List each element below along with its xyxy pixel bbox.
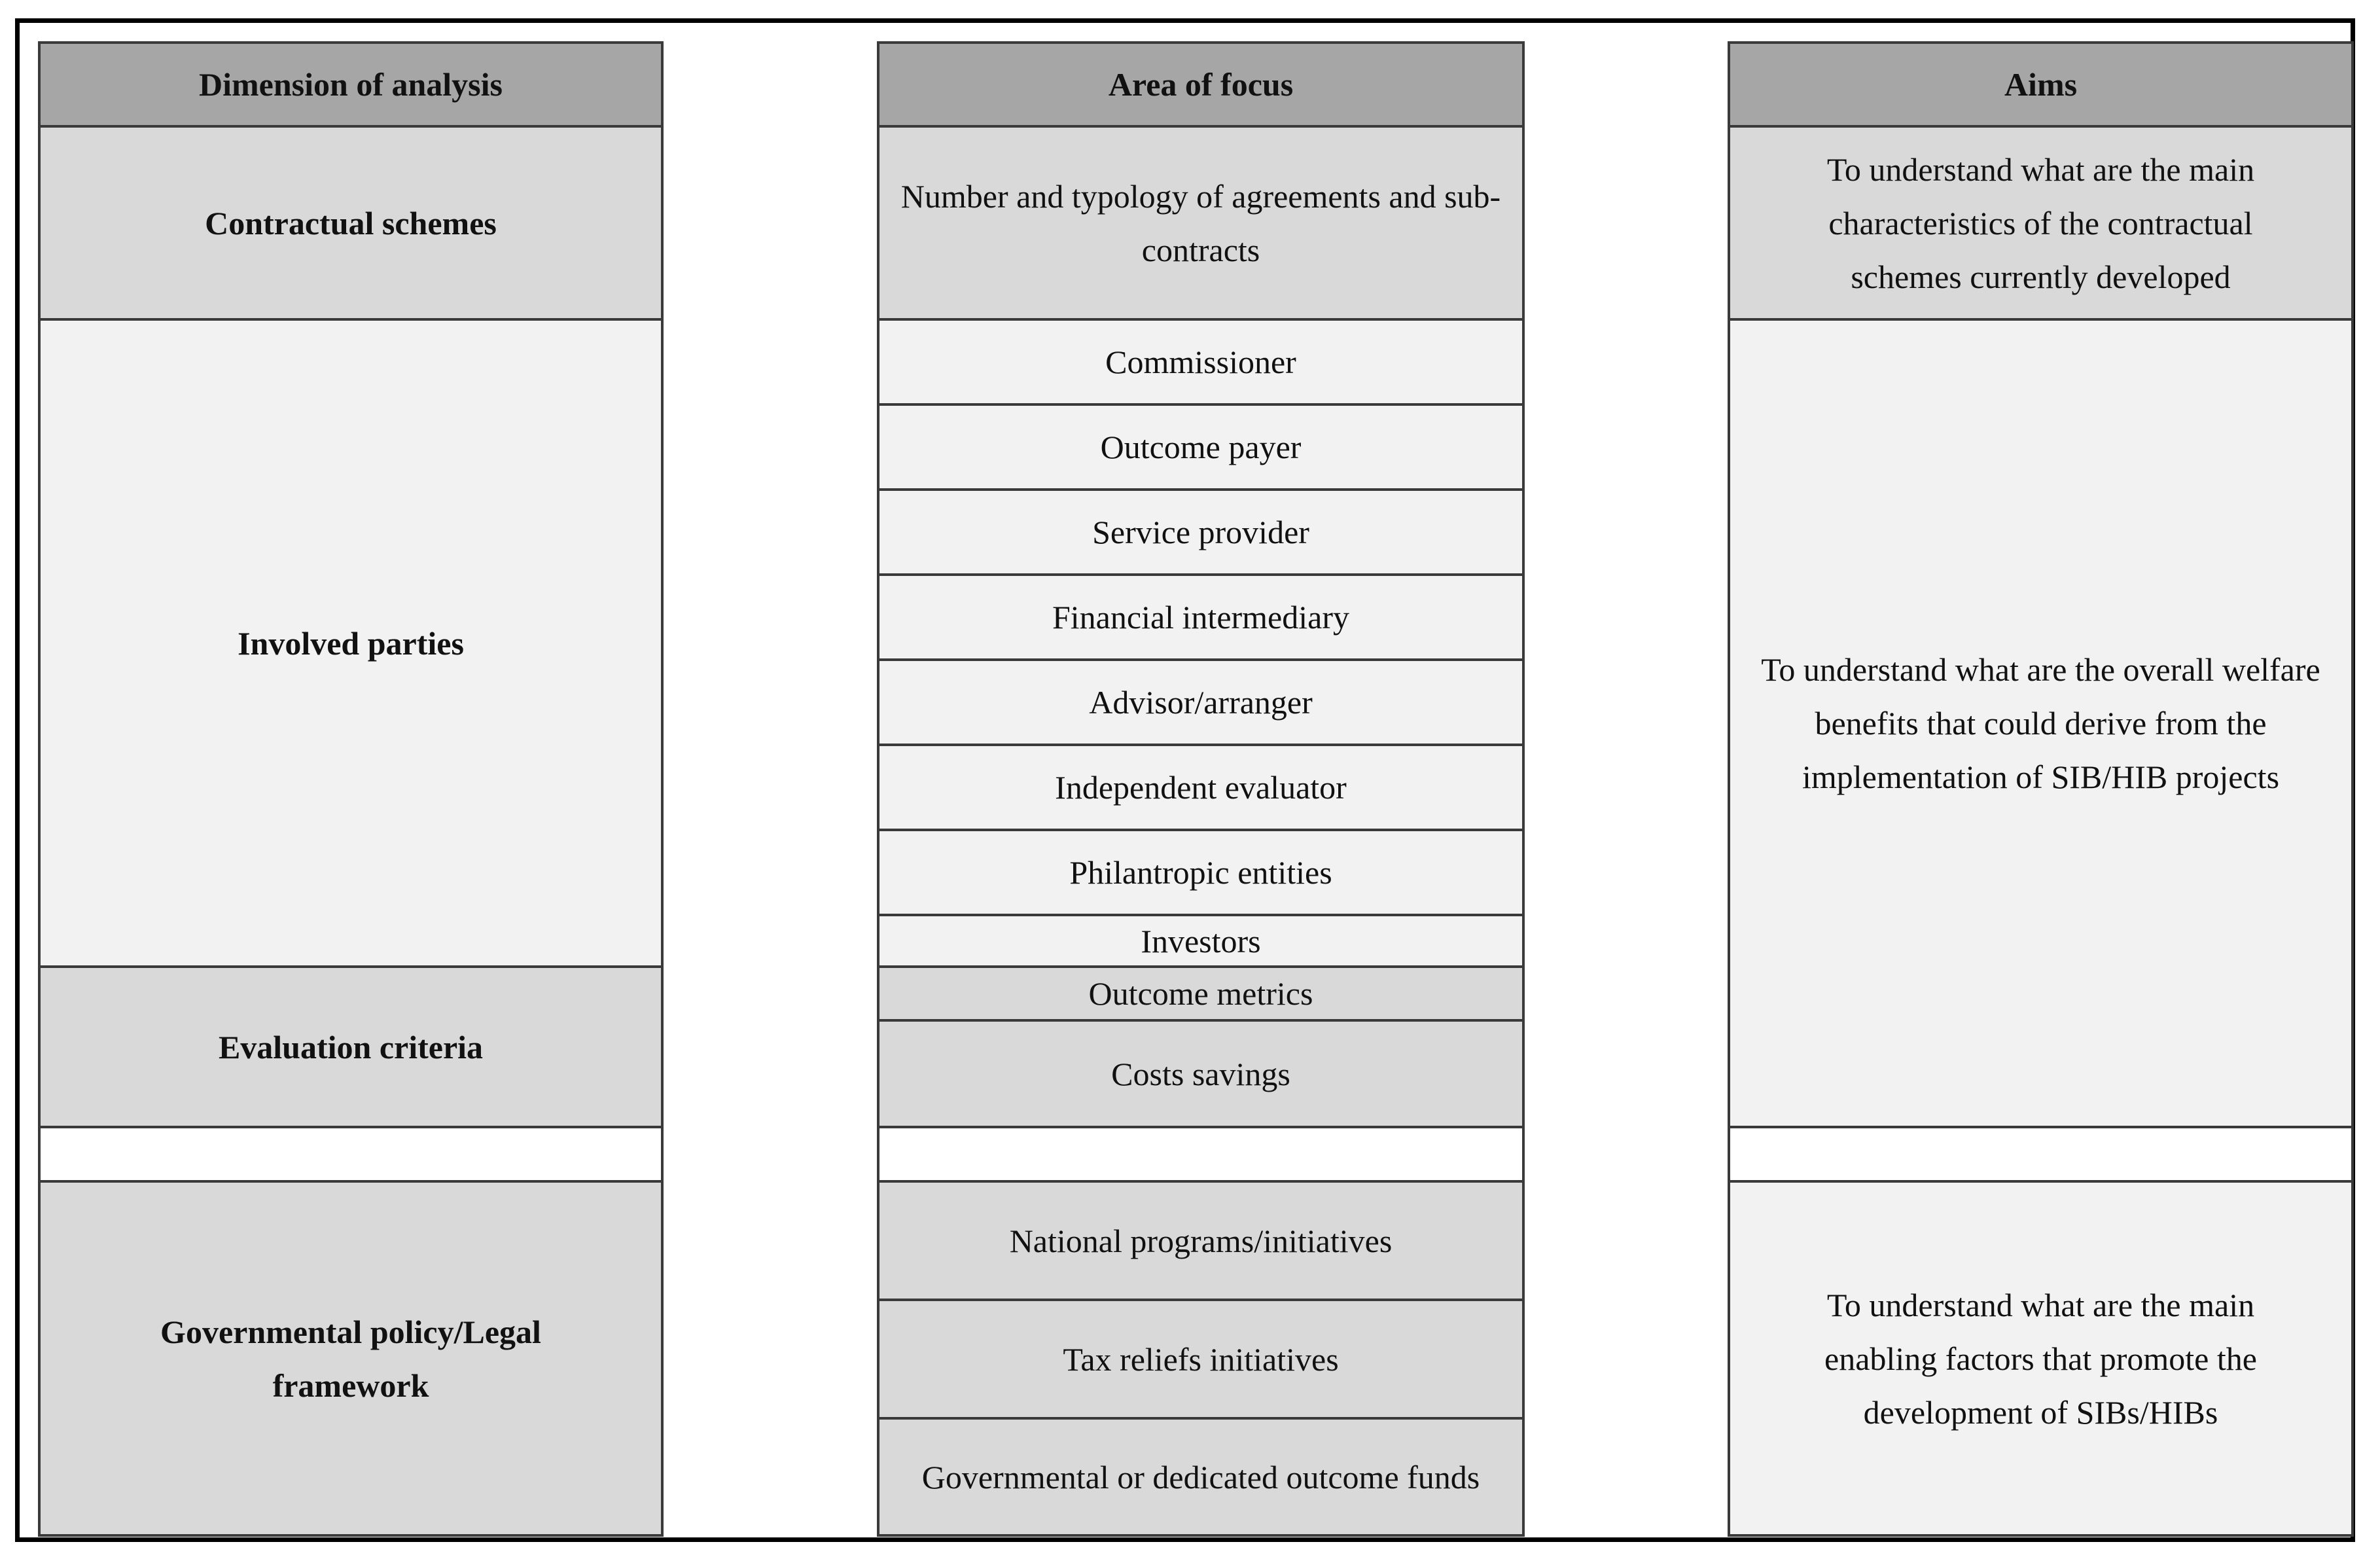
dimension-header: Dimension of analysis bbox=[38, 41, 664, 128]
focus-spacer bbox=[877, 1126, 1525, 1183]
dimension-involved-parties: Involved parties bbox=[38, 318, 664, 968]
focus-tax-reliefs: Tax reliefs initiatives bbox=[877, 1299, 1525, 1420]
aims-spacer bbox=[1728, 1126, 2354, 1183]
focus-national-programs: National programs/initiatives bbox=[877, 1180, 1525, 1301]
focus-column bbox=[877, 41, 1525, 1537]
dimension-column bbox=[38, 41, 664, 1537]
dimension-governmental-policy: Governmental policy/Legal framework bbox=[38, 1180, 664, 1537]
dimension-spacer bbox=[38, 1126, 664, 1183]
dimension-contractual-schemes: Contractual schemes bbox=[38, 125, 664, 321]
focus-advisor-arranger: Advisor/arranger bbox=[877, 658, 1525, 746]
focus-service-provider: Service provider bbox=[877, 488, 1525, 576]
focus-agreements: Number and typology of agreements and sub-contracts bbox=[877, 125, 1525, 321]
focus-investors: Investors bbox=[877, 914, 1525, 968]
focus-independent-evaluator: Independent evaluator bbox=[877, 744, 1525, 831]
focus-costs-savings: Costs savings bbox=[877, 1019, 1525, 1128]
dimension-evaluation-criteria: Evaluation criteria bbox=[38, 965, 664, 1128]
focus-financial-intermediary: Financial intermediary bbox=[877, 573, 1525, 661]
focus-outcome-payer: Outcome payer bbox=[877, 403, 1525, 491]
aims-column bbox=[1728, 41, 2354, 1537]
focus-commissioner: Commissioner bbox=[877, 318, 1525, 406]
aims-contractual: To understand what are the main characteristics of the contractual schemes currently developed bbox=[1728, 125, 2354, 321]
aims-header: Aims bbox=[1728, 41, 2354, 128]
focus-header: Area of focus bbox=[877, 41, 1525, 128]
focus-outcome-metrics: Outcome metrics bbox=[877, 965, 1525, 1022]
focus-philantropic-entities: Philantropic entities bbox=[877, 829, 1525, 916]
aims-enabling-factors: To understand what are the main enabling factors that promote the development of SIBs/HIBs bbox=[1728, 1180, 2354, 1537]
focus-outcome-funds: Governmental or dedicated outcome funds bbox=[877, 1417, 1525, 1537]
aims-welfare-benefits: To understand what are the overall welfare benefits that could derive from the implementation of SIB/HIB projects bbox=[1728, 318, 2354, 1128]
